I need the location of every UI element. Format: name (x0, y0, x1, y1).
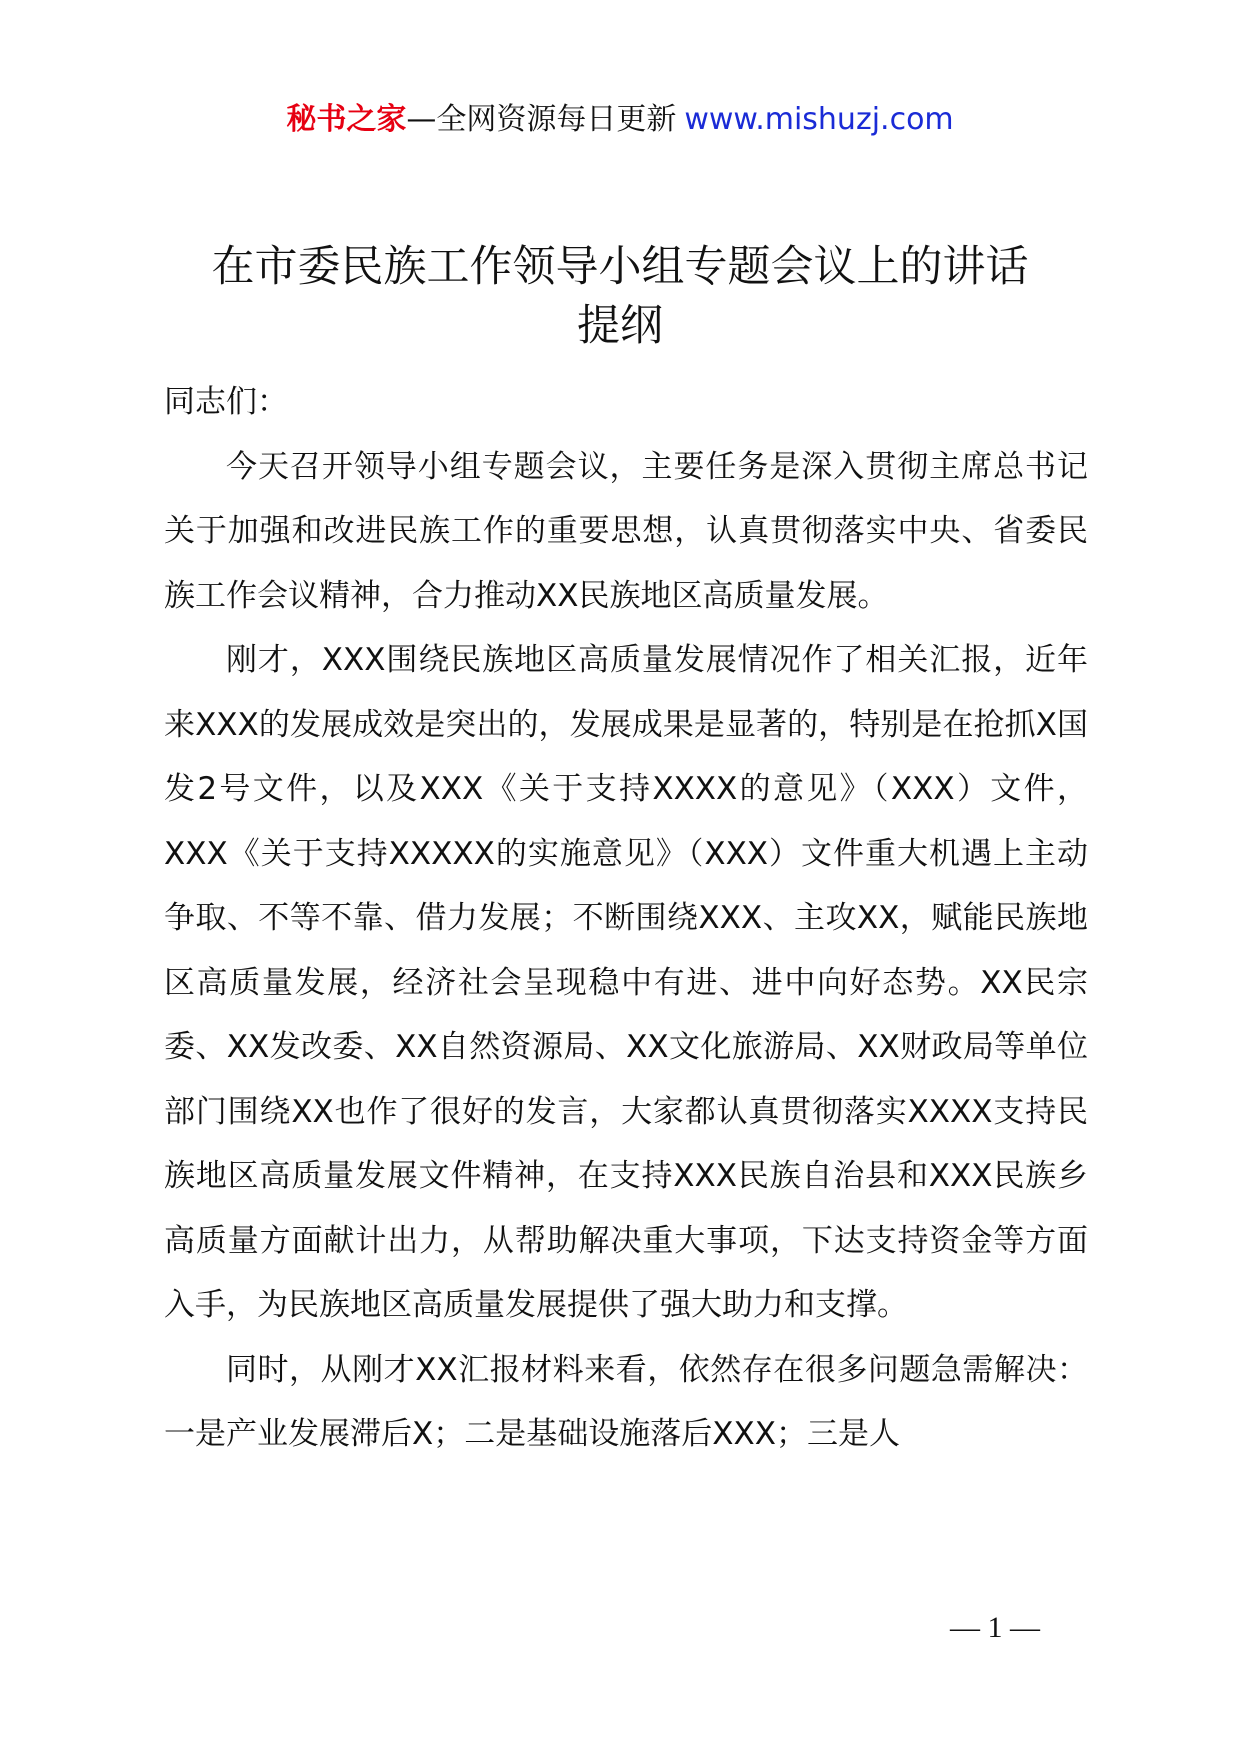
title-line-1: 在市委民族工作领导小组专题会议上的讲话 (211, 242, 1029, 292)
paragraph-2: 刚才，XXX围绕民族地区高质量发展情况作了相关汇报，近年来XXX的发展成效是突出的，发展成果是显著的，特别是在抢抓X国发2号文件，以及XXX《关于支持XXXX的意见》（XXX）文件，XXX《关于支持XXXXX的实施意见》（XXX）文件重大机遇上主动争取、不等不靠、借力发展；不断围绕XXX、主攻XX，赋能民族地区高质量发展，经济社会呈现稳中有进、进中向好态势。XX民宗委、XX发改委、XX自然资源局、XX文化旅游局、XX财政局等单位部门围绕XX也作了很好的发言，大家都认真贯彻落实XXXX支持民族地区高质量发展文件精神，在支持XXX民族自治县和XXX民族乡高质量方面献计出力，从帮助解决重大事项，下达支持资金等方面入手，为民族地区高质量发展提供了强大助力和支撑。 (164, 642, 1088, 1323)
brand-name: 秘书之家 (286, 102, 407, 137)
title-line-2: 提纲 (577, 301, 663, 351)
header-slogan: —全网资源每日更新 (406, 102, 677, 137)
paragraph-3: 同时，从刚才XX汇报材料来看，依然存在很多问题急需解决：一是产业发展滞后X；二是基础设施落后XXX；三是人 (164, 1351, 1088, 1452)
salutation: 同志们： (164, 384, 288, 420)
page-number: — 1 — (950, 1611, 1040, 1644)
site-header (0, 100, 1240, 140)
paragraph-1: 今天召开领导小组专题会议，主要任务是深入贯彻主席总书记关于加强和改进民族工作的重要思想，认真贯彻落实中央、省委民族工作会议精神，合力推动XX民族地区高质量发展。 (164, 448, 1088, 614)
document-title (150, 238, 1090, 356)
document-body (164, 370, 1088, 1467)
site-url-link[interactable]: www.mishuzj.com (684, 102, 954, 137)
